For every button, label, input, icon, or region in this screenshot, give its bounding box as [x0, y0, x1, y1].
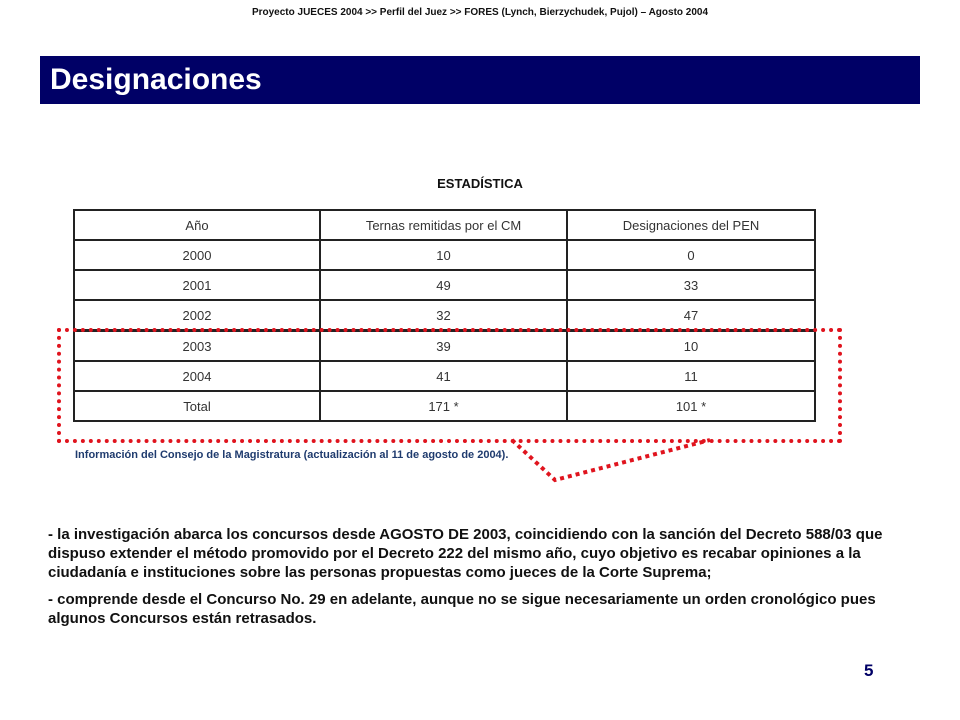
table-cell: 47: [567, 300, 815, 331]
table-row: [74, 240, 815, 270]
page-number: 5: [864, 661, 874, 680]
column-header: Ternas remitidas por el CM: [320, 210, 567, 240]
table-cell: 101 *: [567, 391, 815, 421]
table-cell: Total: [74, 391, 320, 421]
table-cell: 2002: [74, 300, 320, 331]
column-header: Designaciones del PEN: [567, 210, 815, 240]
stats-title-wrap: [40, 0, 920, 200]
table-cell: 10: [567, 331, 815, 362]
page-title: Designaciones: [50, 63, 262, 96]
stats-title: ESTADÍSTICA: [437, 176, 523, 191]
bullet-item: - comprende desde el Concurso No. 29 en adelante, aunque no se sigue necesariamente un orden cronológico pues algunos Concursos están retrasados.: [48, 591, 876, 627]
source-note: Información del Consejo de la Magistratura (actualización al 11 de agosto de 2004).: [75, 449, 509, 461]
bullet-item: - la investigación abarca los concursos desde AGOSTO DE 2003, coincidiendo con la sanción del Decreto 588/03 que dispuso extender el método promovido por el Decreto 222 del mismo año, cuyo objetivo es recabar opiniones a la ciudadanía e instituciones sobre las personas propuestas como jueces de la Corte Suprema;: [48, 526, 883, 581]
table-cell: 39: [320, 331, 567, 362]
table-cell: 32: [320, 300, 567, 331]
table-cell: 2000: [74, 240, 320, 270]
table-cell: 2001: [74, 270, 320, 300]
table-cell: 2004: [74, 361, 320, 391]
highlight-frame: [57, 328, 842, 443]
bullet-list: [48, 525, 918, 636]
table-cell: 2003: [74, 331, 320, 362]
header-breadcrumb: Proyecto JUECES 2004 >> Perfil del Juez >> FORES (Lynch, Bierzychudek, Pujol) – Agosto 2004: [251, 7, 709, 18]
table-cell: 41: [320, 361, 567, 391]
table-cell: 33: [567, 270, 815, 300]
table-header-row: [74, 210, 815, 240]
table-cell: 11: [567, 361, 815, 391]
table-cell: 49: [320, 270, 567, 300]
table-cell: 10: [320, 240, 567, 270]
column-header: Año: [74, 210, 320, 240]
table-row: [74, 270, 815, 300]
table-cell: 0: [567, 240, 815, 270]
table-cell: 171 *: [320, 391, 567, 421]
table-row: [74, 300, 815, 331]
